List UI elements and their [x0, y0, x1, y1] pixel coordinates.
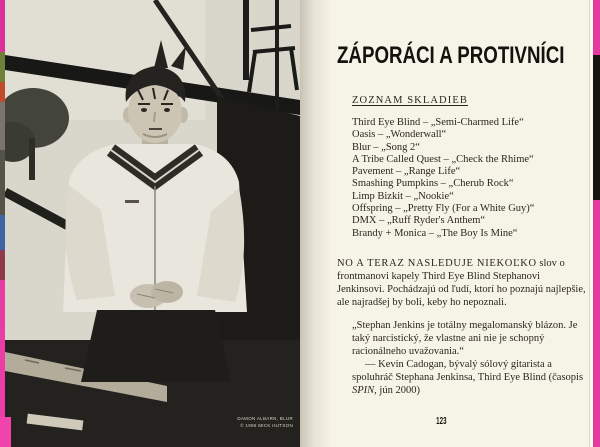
song-item: Smashing Pumpkins – „Cherub Rock“	[352, 178, 514, 190]
song-item: Oasis – „Wonderwall“	[352, 129, 447, 141]
attribution-pre: — Kevin Cadogan, bývalý sólový gitarista a spoluhráč Stephana Jenkinsa, Third Eye Blind (časopis	[352, 358, 584, 383]
song-item: Third Eye Blind – „Semi-Charmed Life“	[352, 117, 524, 128]
chapter-heading: ZÁPORÁCI A PROTIVNÍCI	[337, 42, 565, 69]
song-item: Blur – „Song 2“	[352, 141, 420, 153]
quote-attribution	[352, 358, 589, 397]
intro-paragraph	[337, 257, 587, 309]
photo-caption-line1: DAMON ALBARN, BLUR	[237, 416, 293, 421]
damon-albarn-photo	[5, 0, 300, 447]
attribution-magazine-italic: SPIN	[352, 384, 375, 396]
book-text-page	[300, 0, 590, 447]
photo-caption-line2: © 1996 MICK HUTSON	[240, 423, 293, 428]
song-item: Brandy + Monica – „The Boy Is Mine“	[352, 227, 518, 239]
song-item: Pavement – „Range Life“	[352, 166, 461, 178]
page-number: 123	[436, 416, 447, 427]
quote-paragraph: „Stephan Jenkins je totálny megalomanský blázon. Je taký narcistický, že vlastne ani nie je schopný racionálneho uvažovania.“	[352, 319, 578, 357]
song-item: A Tribe Called Quest – „Check the Rhime“	[352, 153, 534, 165]
songlist-title: ZOZNAM SKLADIEB	[352, 95, 468, 106]
background-strip-right	[593, 0, 600, 447]
right-page-content	[300, 0, 590, 447]
attribution-post: , jún 2000)	[374, 384, 420, 396]
song-list	[352, 117, 576, 240]
book-photo-page	[5, 0, 300, 447]
pink-corner-bottom-left	[0, 417, 11, 447]
song-item: Limp Bizkit – „Nookie“	[352, 190, 454, 202]
song-item: Offspring – „Pretty Fly (For a White Guy)“	[352, 203, 535, 215]
intro-rest: slov o frontmanovi kapely Third Eye Blind Stephanovi Jenkinsovi. Pochádzajú od ľudí, ktorí ho poznajú najlepšie, ale najradšej by boli, keby ho nepoznali.	[337, 257, 586, 308]
background-strip-left	[0, 0, 5, 447]
intro-lead-smallcaps: NO A TERAZ NASLEDUJE NIEKOĽKO	[337, 257, 537, 269]
song-item: DMX – „Ruff Ryder's Anthem“	[352, 215, 486, 227]
